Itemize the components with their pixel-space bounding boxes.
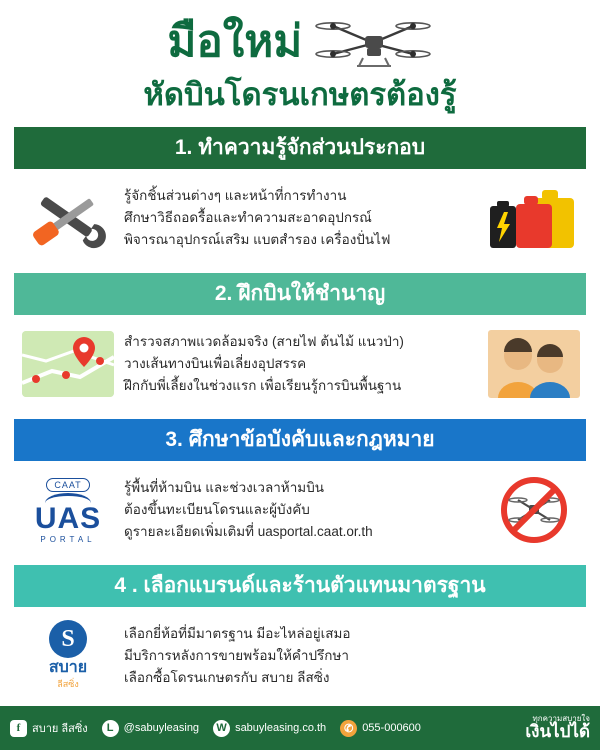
section-1-line-3: พิจารณาอุปกรณ์เสริม แบตสำรอง เครื่องปั่นไฟ — [124, 231, 391, 247]
footer-tagline — [525, 715, 590, 741]
sabuy-name: สบาย — [48, 659, 88, 677]
section-3-lines — [118, 477, 486, 543]
section-3-line-3: ดูรายละเอียดเพิ่มเติมที่ uasportal.caat.or.th — [124, 523, 373, 539]
section-1-heading: 1. ทำความรู้จักส่วนประกอบ — [14, 127, 586, 169]
footer-item-line[interactable] — [102, 720, 199, 737]
section-1 — [0, 127, 600, 265]
uas-logo-sub: PORTAL — [40, 535, 96, 545]
section-2 — [0, 273, 600, 411]
section-4-heading: 4 . เลือกแบรนด์และร้านตัวแทนมาตรฐาน — [14, 565, 586, 607]
section-3-line-2: ต้องขึ้นทะเบียนโดรนและผู้บังคับ — [124, 501, 310, 517]
section-3 — [0, 419, 600, 557]
map-pin-icon — [18, 331, 118, 397]
section-4-lines — [118, 623, 486, 689]
footer-item-website[interactable] — [213, 720, 326, 737]
footer-line-label: @sabuyleasing — [123, 722, 200, 734]
section-2-line-2: วางเส้นทางบินเพื่อเลี่ยงอุปสรรค — [124, 355, 307, 371]
footer-tagline-big: เงินไปได้ — [525, 722, 590, 742]
section-4-line-3: เลือกซื้อโดรนเกษตรกับ สบาย ลีสซิ่ง — [124, 669, 330, 685]
page-header — [0, 0, 600, 119]
footer-facebook-label: สบาย ลีสซิ่ง — [32, 723, 88, 735]
uas-logo-name: UAS — [34, 502, 102, 536]
section-4-line-1: เลือกยี่ห้อที่มีมาตรฐาน มีอะไหล่อยู่เสมอ — [124, 625, 351, 641]
battery-fuel-icon — [486, 182, 582, 254]
facebook-icon: f — [10, 720, 27, 737]
sabuy-sub: ลีสซิ่ง — [57, 679, 79, 690]
page-title-line2: หัดบินโดรนเกษตรต้องรู้ — [143, 77, 457, 112]
sabuy-mark: S — [49, 620, 87, 658]
section-4 — [0, 565, 600, 703]
uas-portal-logo — [18, 475, 118, 544]
section-2-body — [0, 315, 600, 411]
section-3-line-1: รู้พื้นที่ห้ามบิน และช่วงเวลาห้ามบิน — [124, 479, 324, 495]
phone-icon: ✆ — [340, 720, 357, 737]
footer-website-label: sabuyleasing.co.th — [235, 722, 327, 734]
section-2-lines — [118, 331, 486, 397]
two-people-icon — [486, 330, 582, 398]
globe-icon: W — [213, 720, 230, 737]
footer-item-phone[interactable] — [340, 720, 421, 737]
section-3-heading: 3. ศึกษาข้อบังคับและกฎหมาย — [14, 419, 586, 461]
no-drone-sign-icon — [486, 474, 582, 546]
section-1-lines — [118, 185, 486, 251]
section-2-line-3: ฝึกกับพี่เลี้ยงในช่วงแรก เพื่อเรียนรู้การบินพื้นฐาน — [124, 377, 402, 393]
drone-icon — [313, 10, 433, 74]
tools-icon — [18, 182, 118, 254]
footer-tagline-small: ทุกความสบายใจ — [532, 713, 590, 723]
sabuy-logo — [18, 620, 118, 691]
page-title-line1: มือใหม่ — [167, 16, 303, 66]
section-1-body — [0, 169, 600, 265]
section-1-line-2: ศึกษาวิธีถอดรื้อและทำความสะอาดอุปกรณ์ — [124, 209, 372, 225]
footer-item-facebook[interactable] — [10, 719, 88, 737]
caat-badge: CAAT — [46, 478, 89, 492]
section-4-line-2: มีบริการหลังการขายพร้อมให้คำปรึกษา — [124, 647, 349, 663]
section-2-line-1: สำรวจสภาพแวดล้อมจริง (สายไฟ ต้นไม้ แนวป่า) — [124, 333, 404, 349]
section-4-body — [0, 607, 600, 703]
section-3-body — [0, 461, 600, 557]
section-1-line-1: รู้จักชิ้นส่วนต่างๆ และหน้าที่การทำงาน — [124, 187, 347, 203]
footer-phone-label: 055-000600 — [362, 722, 421, 734]
section-2-heading: 2. ฝึกบินให้ชำนาญ — [14, 273, 586, 315]
line-icon: L — [102, 720, 119, 737]
footer-bar — [0, 706, 600, 750]
